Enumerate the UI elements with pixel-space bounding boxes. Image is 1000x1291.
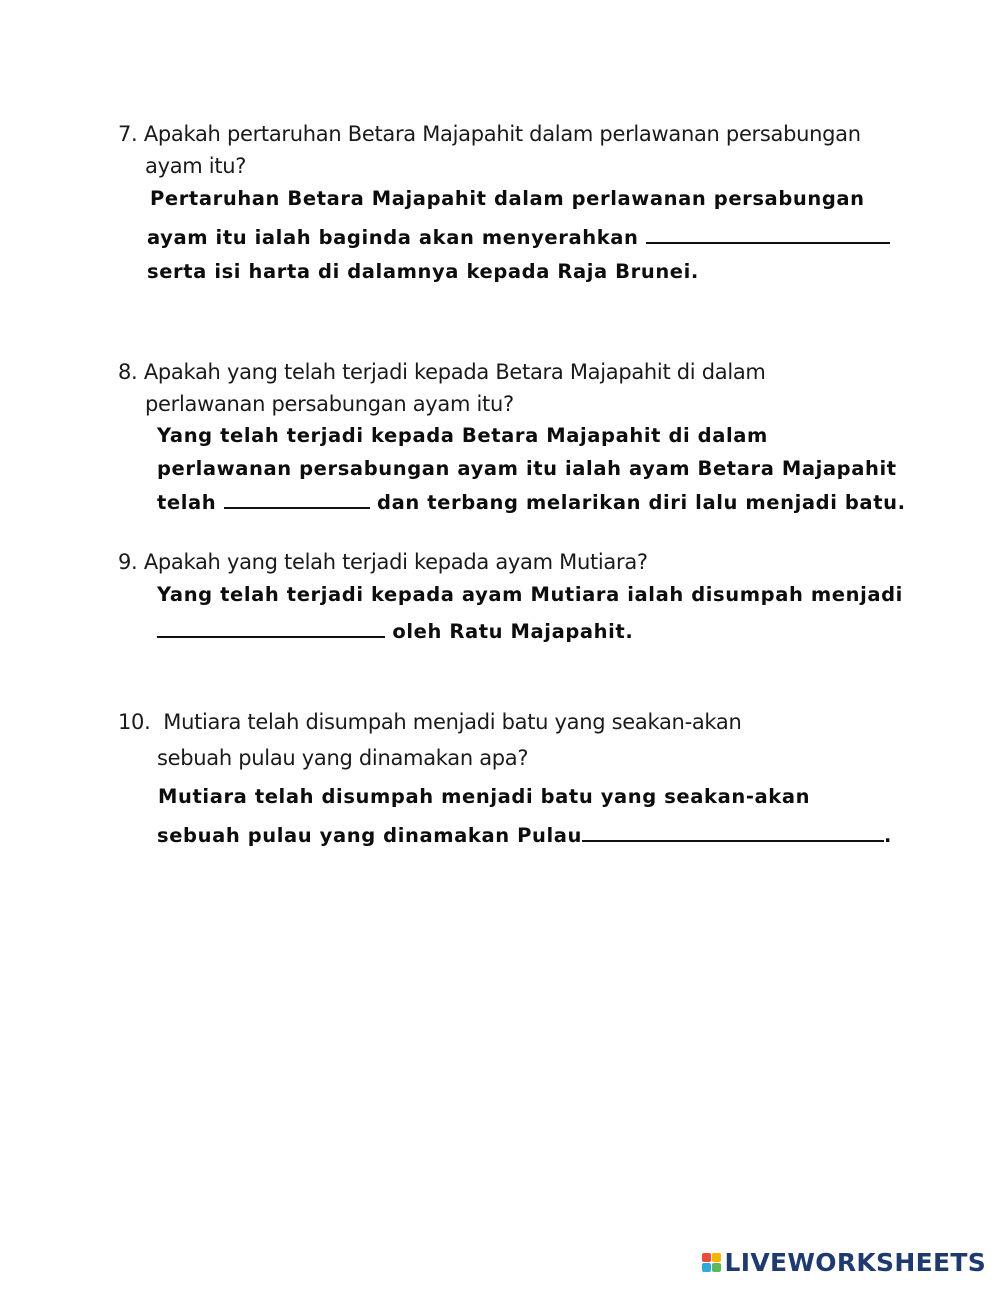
question-number: 7. (118, 122, 138, 146)
question-number: 10. (118, 710, 151, 734)
answer-8-line-3: telah dan terbang melarikan diri lalu menjadi batu. (157, 491, 906, 514)
answer-blank-input[interactable] (157, 618, 385, 638)
logo-text: LIVEWORKSHEETS (724, 1248, 986, 1277)
question-number: 8. (118, 360, 138, 384)
question-10-line-1: 10. Mutiara telah disumpah menjadi batu yang seakan-akan (118, 710, 742, 734)
answer-7-line-1: Pertaruhan Betara Majapahit dalam perlawanan persabungan (150, 187, 865, 210)
answer-10-line-1: Mutiara telah disumpah menjadi batu yang seakan-akan (158, 785, 811, 808)
question-9-line-1: 9. Apakah yang telah terjadi kepada ayam Mutiara? (118, 550, 648, 574)
answer-blank-input[interactable] (582, 822, 884, 842)
answer-blank-input[interactable] (646, 224, 890, 244)
answer-7-line-3: serta isi harta di dalamnya kepada Raja Brunei. (147, 260, 699, 283)
answer-blank-input[interactable] (224, 489, 370, 509)
answer-7-line-2: ayam itu ialah baginda akan menyerahkan (147, 224, 890, 249)
answer-8-line-2: perlawanan persabungan ayam itu ialah ayam Betara Majapahit (157, 457, 897, 480)
answer-8-line-1: Yang telah terjadi kepada Betara Majapahit di dalam (157, 424, 768, 447)
question-7-line-2: ayam itu? (145, 154, 247, 178)
answer-10-line-2: sebuah pulau yang dinamakan Pulau . (157, 824, 893, 847)
question-8-line-2: perlawanan persabungan ayam itu? (145, 392, 514, 416)
answer-9-line-1: Yang telah terjadi kepada ayam Mutiara ialah disumpah menjadi (157, 583, 903, 606)
question-8-line-1: 8. Apakah yang telah terjadi kepada Betara Majapahit di dalam (118, 360, 766, 384)
question-10-line-2: sebuah pulau yang dinamakan apa? (157, 746, 529, 770)
question-7-line-1: 7. Apakah pertaruhan Betara Majapahit dalam perlawanan persabungan (118, 122, 861, 146)
liveworksheets-logo (702, 1248, 986, 1277)
answer-9-line-2: oleh Ratu Majapahit. (157, 618, 633, 643)
question-number: 9. (118, 550, 138, 574)
liveworksheets-logo-icon (702, 1253, 721, 1272)
